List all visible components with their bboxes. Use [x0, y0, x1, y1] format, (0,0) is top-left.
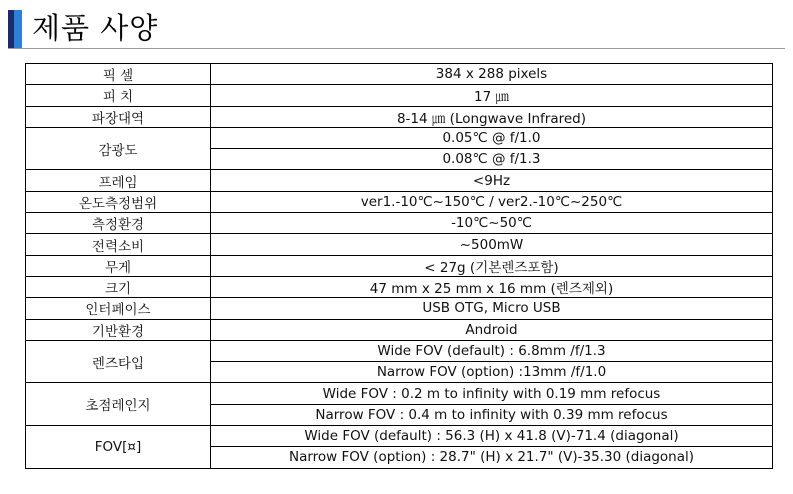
- spec-label: 전력소비: [26, 234, 211, 255]
- spec-label: 피 치: [26, 85, 211, 106]
- spec-label: 파장대역: [26, 106, 211, 127]
- spec-value: USB OTG, Micro USB: [211, 298, 773, 319]
- spec-label: 크기: [26, 276, 211, 297]
- spec-row-focus: [26, 383, 773, 404]
- spec-row-lens-type: [26, 340, 773, 361]
- spec-row-weight: [26, 255, 773, 276]
- spec-value: Wide FOV : 0.2 m to infinity with 0.19 mm refocus: [211, 383, 773, 404]
- spec-label: 초점레인지: [26, 383, 211, 426]
- spec-row-platform: [26, 319, 773, 340]
- spec-value: 0.08℃ @ f/1.3: [211, 149, 773, 170]
- spec-value: 17 ㎛: [211, 85, 773, 106]
- header-divider: [8, 48, 785, 49]
- spec-row-environment: [26, 213, 773, 234]
- spec-value: -10℃~50℃: [211, 213, 773, 234]
- spec-value: ver1.-10℃~150℃ / ver2.-10℃~250℃: [211, 191, 773, 212]
- spec-label: FOV[¤]: [26, 426, 211, 469]
- spec-label: 감광도: [26, 127, 211, 170]
- spec-row-pitch: [26, 85, 773, 106]
- spec-value: 0.05℃ @ f/1.0: [211, 127, 773, 148]
- spec-row-frame: [26, 170, 773, 191]
- spec-row-pixel: [26, 64, 773, 85]
- spec-value: Narrow FOV (option) : 28.7" (H) x 21.7" (V)-35.30 (diagonal): [211, 447, 773, 468]
- spec-value: 47 mm x 25 mm x 16 mm (렌즈제외): [211, 276, 773, 297]
- spec-row-fov: [26, 426, 773, 447]
- spec-label: 무게: [26, 255, 211, 276]
- spec-label: 픽 셀: [26, 64, 211, 85]
- spec-value: Narrow FOV (option) :13mm /f/1.0: [211, 362, 773, 383]
- spec-row-wavelength: [26, 106, 773, 127]
- spec-row-interface: [26, 298, 773, 319]
- spec-table: [25, 63, 773, 469]
- spec-row-sensitivity: [26, 127, 773, 148]
- page-header: [0, 0, 793, 56]
- spec-value: ~500mW: [211, 234, 773, 255]
- title-accent-bar-light: [14, 10, 22, 48]
- spec-label: 측정환경: [26, 213, 211, 234]
- spec-label: 렌즈타입: [26, 340, 211, 383]
- page-title: 제품 사양: [32, 11, 159, 45]
- spec-row-power: [26, 234, 773, 255]
- spec-label: 프레임: [26, 170, 211, 191]
- spec-value: < 27g (기본렌즈포함): [211, 255, 773, 276]
- spec-value: Wide FOV (default) : 6.8mm /f/1.3: [211, 340, 773, 361]
- spec-label: 기반환경: [26, 319, 211, 340]
- spec-label: 인터페이스: [26, 298, 211, 319]
- spec-value: <9Hz: [211, 170, 773, 191]
- spec-row-temp-range: [26, 191, 773, 212]
- spec-value: 8-14 ㎛ (Longwave Infrared): [211, 106, 773, 127]
- spec-label: 온도측정범위: [26, 191, 211, 212]
- spec-row-size: [26, 276, 773, 297]
- spec-value: Narrow FOV : 0.4 m to infinity with 0.39 mm refocus: [211, 404, 773, 425]
- spec-value: Android: [211, 319, 773, 340]
- spec-value: Wide FOV (default) : 56.3 (H) x 41.8 (V)-71.4 (diagonal): [211, 426, 773, 447]
- spec-value: 384 x 288 pixels: [211, 64, 773, 85]
